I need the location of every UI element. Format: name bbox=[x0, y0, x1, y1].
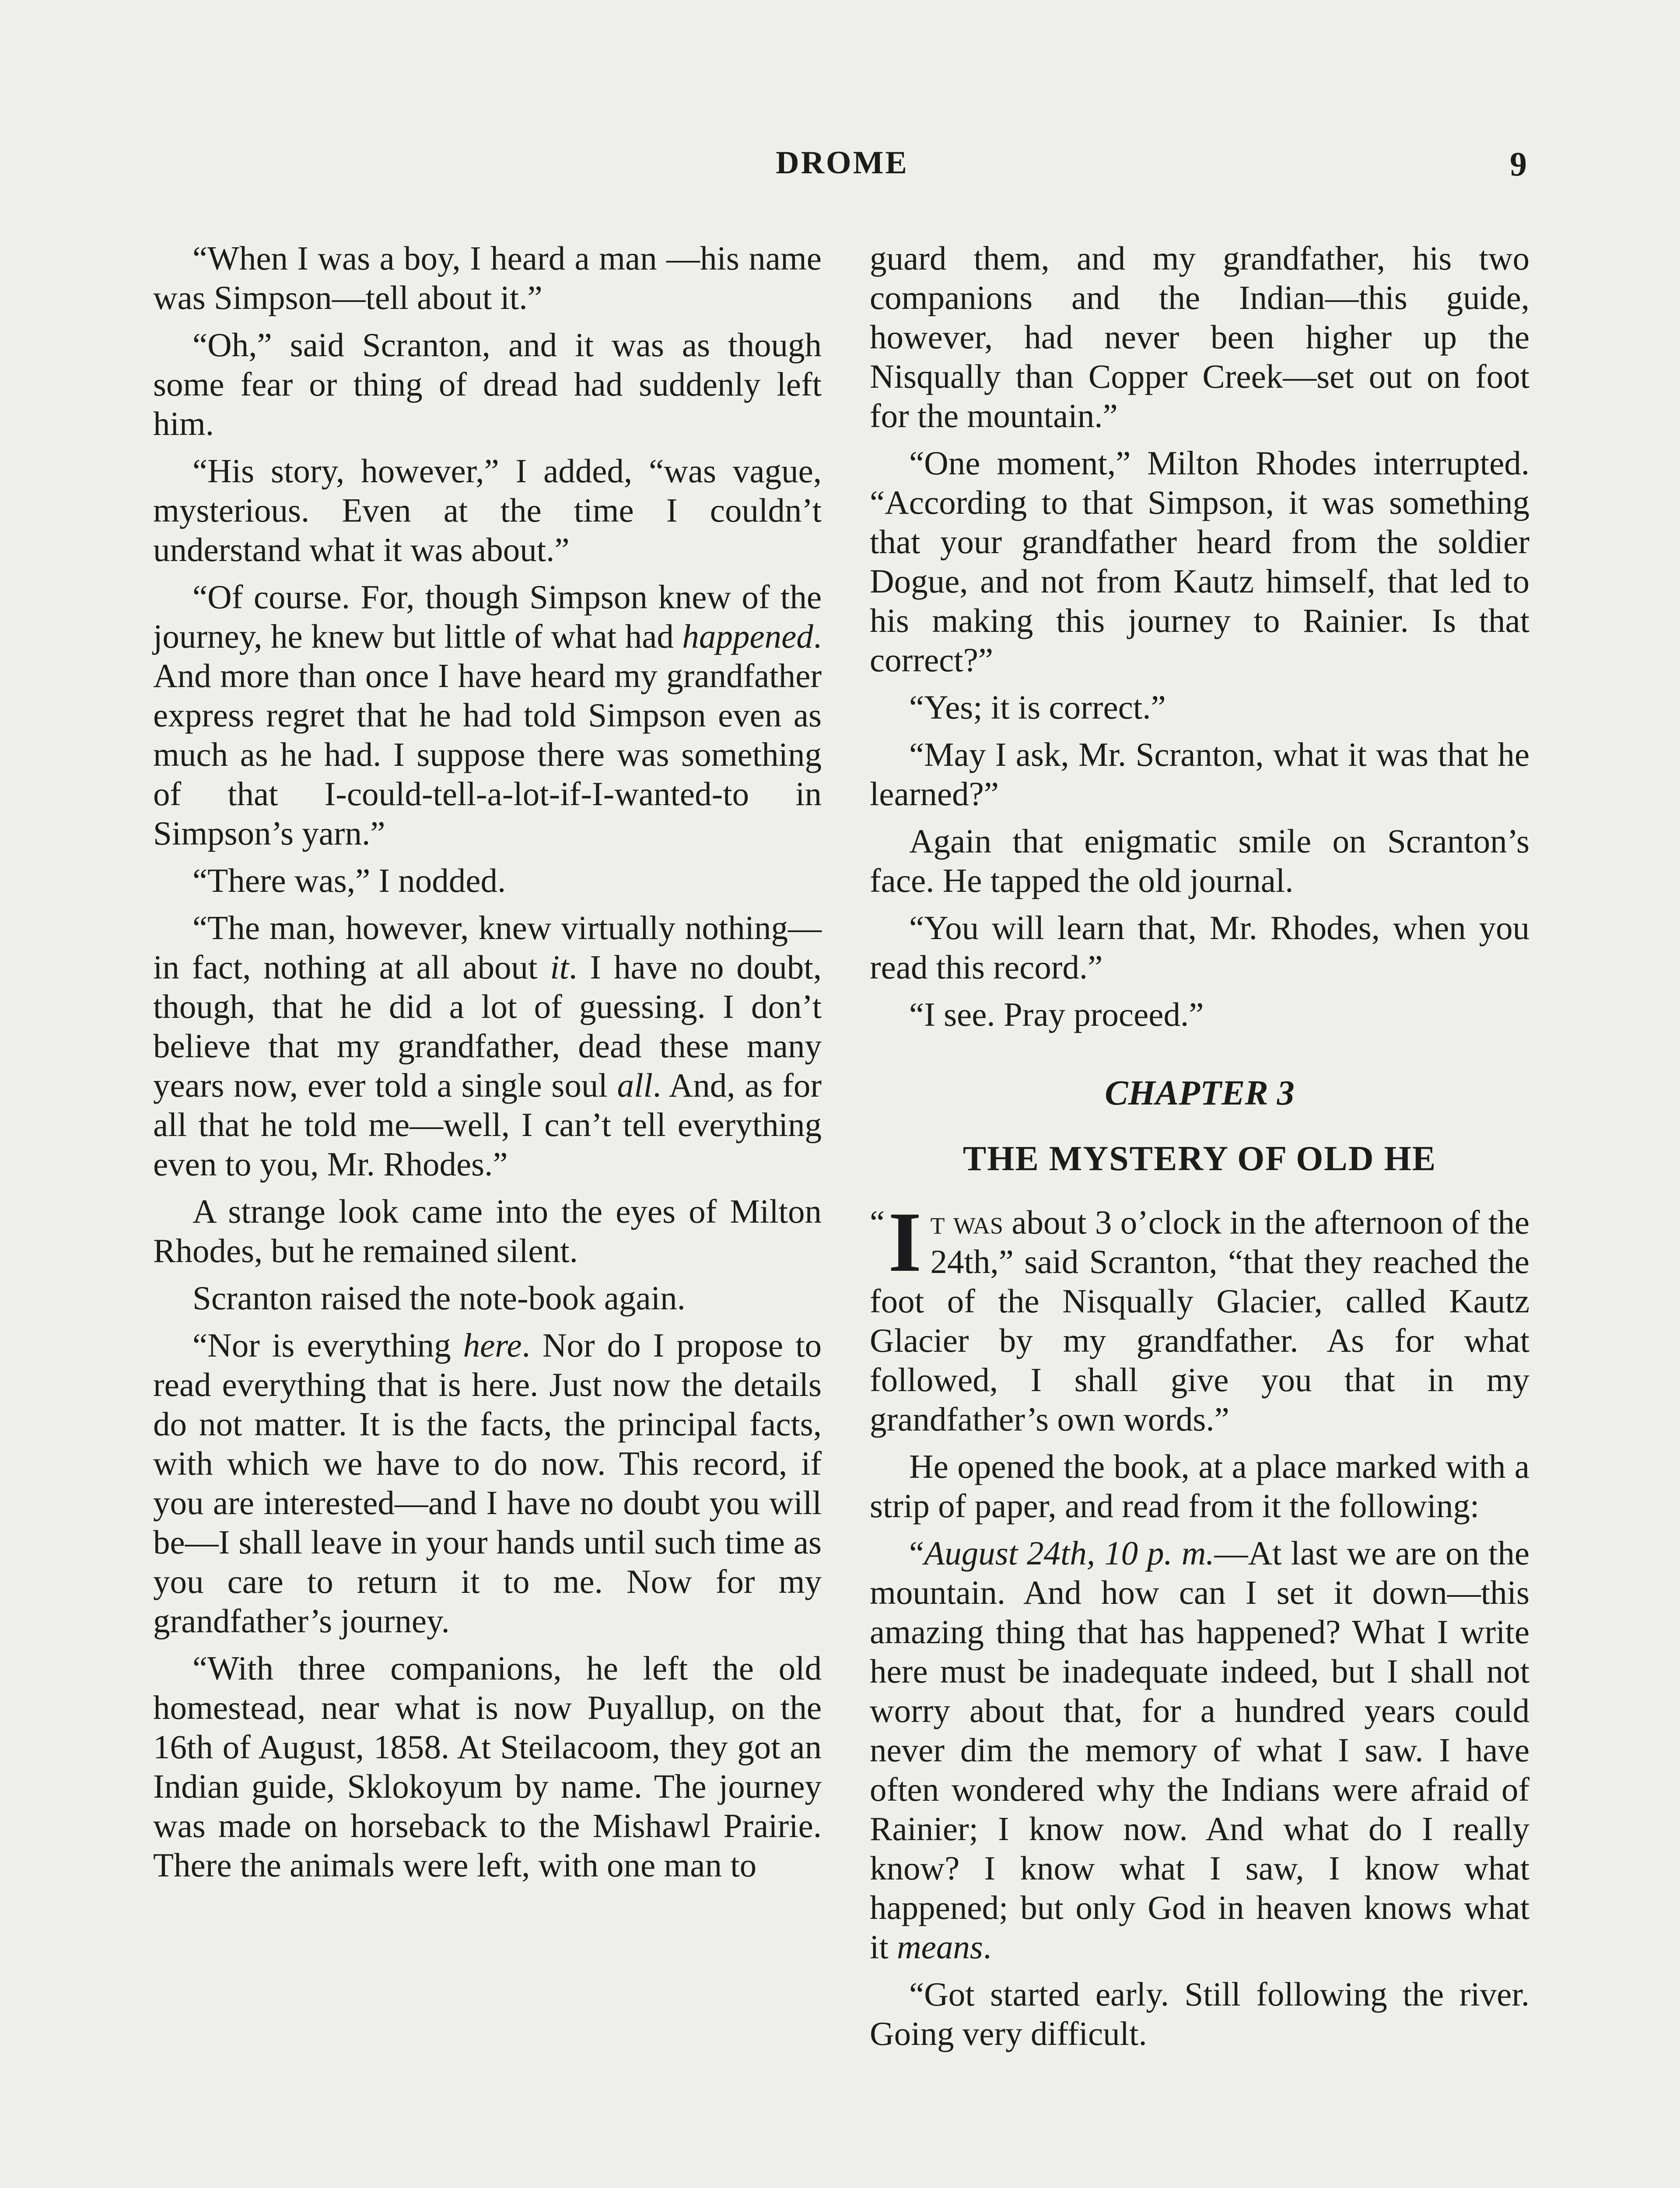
paragraph bbox=[153, 451, 822, 569]
opening-quote: “ bbox=[870, 1203, 885, 1241]
italic-text: happened bbox=[682, 617, 813, 655]
text-run: “There was,” I nodded. bbox=[192, 862, 506, 899]
paragraph bbox=[870, 908, 1530, 987]
italic-text: means bbox=[897, 1928, 983, 1966]
text-run: A strange look came into the eyes of Milton Rhodes, but he remained silent. bbox=[153, 1192, 822, 1269]
text-run: “Nor is everything bbox=[192, 1326, 463, 1364]
text-run: “Oh,” said Scranton, and it was as though some fear or thing of dread had suddenly left him. bbox=[153, 326, 822, 442]
paragraph bbox=[870, 687, 1530, 727]
left-column bbox=[153, 238, 822, 1893]
text-run: . bbox=[983, 1928, 992, 1966]
paragraph bbox=[870, 443, 1530, 680]
italic-text: it bbox=[550, 948, 569, 986]
italic-text: August 24th, 10 p. m. bbox=[924, 1534, 1214, 1572]
text-run: “Yes; it is correct.” bbox=[909, 688, 1166, 726]
text-run: . Nor do I propose to read everything that is here. Just now the details do not matter. It is the facts, the principal facts, with which we have to do now. This record, if you are interested—and I have no doubt you will be—I shall leave in your hands until such time as you care to return it to me. Now for my grandfather’s journey. bbox=[153, 1326, 822, 1640]
text-run: “May I ask, Mr. Scranton, what it was that he learned?” bbox=[870, 736, 1530, 813]
paragraphs-after-chapter bbox=[870, 1447, 1530, 2053]
paragraph bbox=[153, 1648, 822, 1885]
paragraph bbox=[153, 1192, 822, 1270]
paragraph bbox=[153, 1278, 822, 1318]
text-run: “With three companions, he left the old homestead, near what is now Puyallup, on the 16th of August, 1858. At Steilacoom, they got an Indian guide, Sklokoyum by name. The journey was made on horseback to the Mishawl Prairie. There the animals were left, with one man to bbox=[153, 1649, 822, 1884]
italic-text: all bbox=[617, 1066, 653, 1104]
text-run: “ bbox=[909, 1534, 924, 1572]
drop-cap: I bbox=[888, 1195, 922, 1290]
paragraph bbox=[870, 1447, 1530, 1525]
text-run: “Got started early. Still following the river. Going very difficult. bbox=[870, 1975, 1530, 2052]
text-run: . And more than once I have heard my grandfather express regret that he had told Simpson even as much as he had. I suppose there was something of that I-could-tell-a-lot-if-I-wanted-to in Simpson’s yarn.” bbox=[153, 617, 822, 852]
running-head bbox=[158, 144, 1527, 197]
text-run: . And, as for all that he told me—well, I can’t tell everything even to you, Mr. Rhodes.” bbox=[153, 1066, 822, 1183]
opening-text: about 3 o’clock in the afternoon of the 24th,” said Scranton, “that they reached the foot of the Nisqually Glacier, called Kautz Glacier by my grandfather. As for what followed, I shall give you that in my grandfather’s own words.” bbox=[870, 1203, 1530, 1438]
text-run: “Of course. For, though Simpson knew of the journey, he knew but little of what had bbox=[153, 578, 822, 655]
paragraph bbox=[153, 325, 822, 443]
paragraphs-before-chapter bbox=[870, 443, 1530, 1034]
page-number: 9 bbox=[1510, 145, 1527, 183]
text-run: “The man, however, knew virtually nothing—in fact, nothing at all about bbox=[153, 909, 822, 986]
text-run: “I see. Pray proceed.” bbox=[909, 996, 1204, 1033]
chapter-opening-paragraph bbox=[870, 1195, 1530, 1439]
opening-small-caps: t was bbox=[930, 1203, 1003, 1241]
right-column bbox=[870, 238, 1530, 2061]
paragraph bbox=[153, 238, 822, 317]
text-run: “One moment,” Milton Rhodes interrupted. “According to that Simpson, it was something that your grandfather heard from the soldier Dogue, and not from Kautz himself, that led to his making this journey to Rainier. Is that correct?” bbox=[870, 444, 1530, 679]
paragraph bbox=[870, 735, 1530, 813]
text-run: He opened the book, at a place marked with a strip of paper, and read from it the following: bbox=[870, 1448, 1530, 1525]
paragraph bbox=[153, 577, 822, 853]
running-title: DROME bbox=[776, 145, 909, 181]
paragraph bbox=[153, 861, 822, 900]
paragraph bbox=[870, 821, 1530, 900]
paragraph bbox=[870, 1974, 1530, 2053]
paragraph bbox=[870, 995, 1530, 1034]
paragraph bbox=[153, 1325, 822, 1641]
text-run: Again that enigmatic smile on Scranton’s face. He tapped the old journal. bbox=[870, 822, 1530, 899]
text-run: “You will learn that, Mr. Rhodes, when you read this record.” bbox=[870, 909, 1530, 986]
continuation-paragraph: guard them, and my grandfather, his two companions and the Indian—this guide, however, had never been higher up the Nisqually than Copper Creek—set out on foot for the mountain.” bbox=[870, 239, 1530, 435]
text-run: “His story, however,” I added, “was vague, mysterious. Even at the time I couldn’t understand what it was about.” bbox=[153, 452, 822, 568]
paragraph bbox=[870, 1533, 1530, 1967]
chapter-number: CHAPTER 3 bbox=[1105, 1074, 1295, 1112]
text-run: “When I was a boy, I heard a man —his name was Simpson—tell about it.” bbox=[153, 239, 822, 316]
text-run: . I have no doubt, though, that he did a lot of guessing. I don’t believe that my grandfather, dead these many years now, ever told a single soul bbox=[153, 948, 822, 1104]
text-run: —At last we are on the mountain. And how can I set it down—this amazing thing that has happened? What I write here must be inadequate indeed, but I shall not worry about that, for a hundred years could never dim the memory of what I saw. I have often wondered why the Indians were afraid of Rainier; I know now. And what do I really know? I know what I saw, I know what happened; but only God in heaven knows what it bbox=[870, 1534, 1530, 1966]
italic-text: here bbox=[463, 1326, 522, 1364]
chapter-title: THE MYSTERY OF OLD HE bbox=[962, 1140, 1437, 1178]
paragraph bbox=[153, 908, 822, 1184]
text-run: Scranton raised the note-book again. bbox=[192, 1279, 686, 1317]
